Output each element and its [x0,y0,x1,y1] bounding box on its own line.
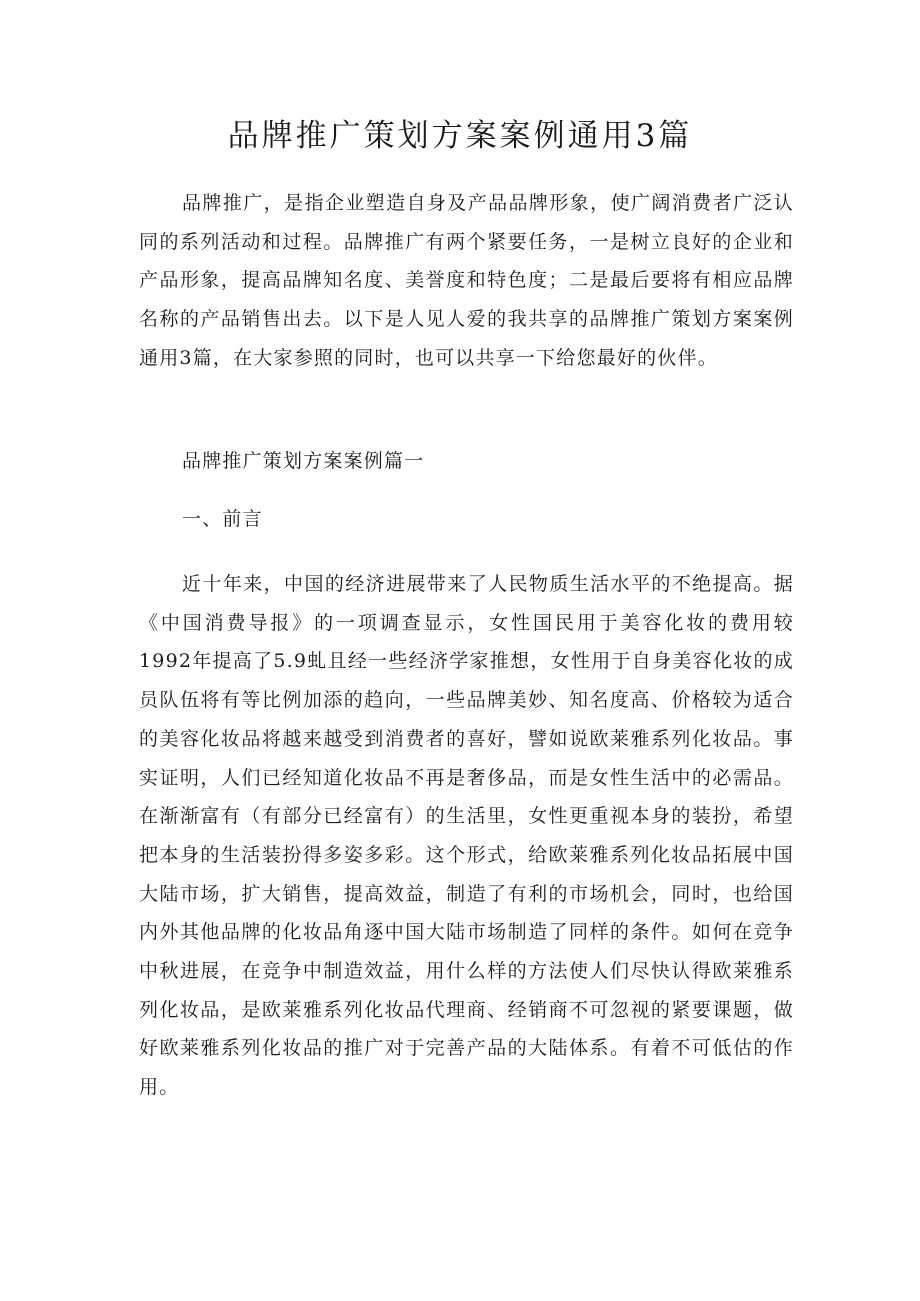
preface-paragraph: 近十年来，中国的经济进展带来了人民物质生活水平的不绝提高。据《中国消费导报》的一项调查显示，女性国民用于美容化妆的费用较1992年提高了5.9虬且经一些经济学家推想，女性用于自身美容化妆的成员队伍将有等比例加添的趋向，一些品牌美妙、知名度高、价格较为适合的美容化妆品将越来越受到消费者的喜好，譬如说欧莱雅系列化妆品。事实证明，人们已经知道化妆品不再是奢侈品，而是女性生活中的必需品。在渐渐富有（有部分已经富有）的生活里，女性更重视本身的装扮，希望把本身的生活装扮得多姿多彩。这个形式，给欧莱雅系列化妆品拓展中国大陆市场，扩大销售，提高效益，制造了有利的市场机会，同时，也给国内外其他品牌的化妆品角逐中国大陆市场制造了同样的条件。如何在竞争中秋进展，在竞争中制造效益，用什么样的方法使人们尽快认得欧莱雅系列化妆品，是欧莱雅系列化妆品代理商、经销商不可忽视的紧要课题，做好欧莱雅系列化妆品的推广对于完善产品的大陆体系。有着不可低估的作用。 [139,573,794,1099]
section-heading-preface: 一、前言 [182,508,263,530]
section-title: 品牌推广策划方案案例篇一 [182,450,425,472]
document-title: 品牌推广策划方案案例通用3篇 [227,118,693,154]
intro-paragraph: 品牌推广，是指企业塑造自身及产品品牌形象，使广阔消费者广泛认同的系列活动和过程。品牌推广有两个紧要任务，一是树立良好的企业和产品形象，提高品牌知名度、美誉度和特色度；二是最后要将有相应品牌名称的产品销售出去。以下是人见人爱的我共享的品牌推广策划方案案例通用3篇，在大家参照的同时，也可以共享一下给您最好的伙伴。 [139,192,794,369]
